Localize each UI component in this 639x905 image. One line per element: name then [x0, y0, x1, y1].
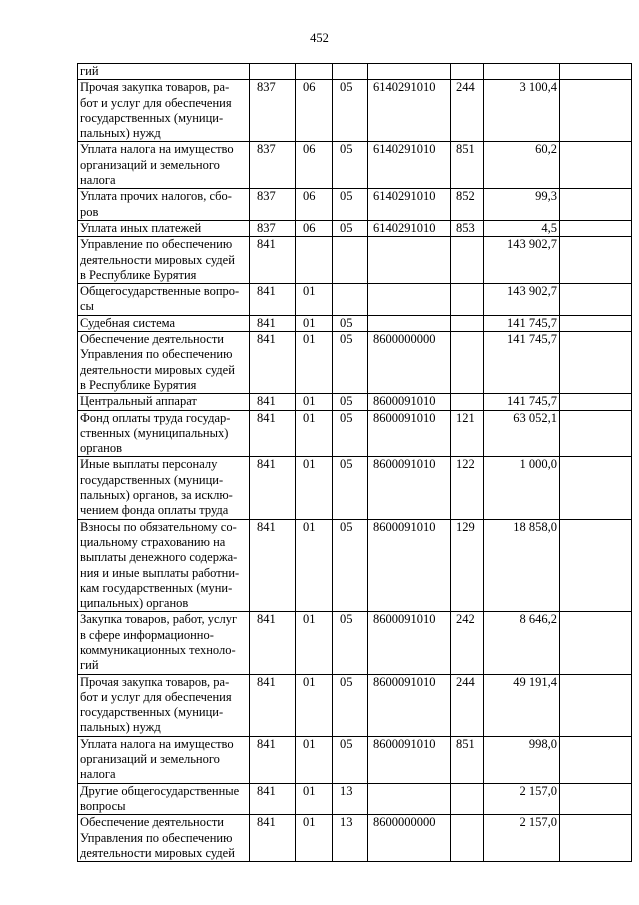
section-code-cell: 01 — [296, 394, 333, 410]
target-article-cell: 6140291010 — [368, 189, 451, 221]
row-name-cell: Уплата налога на имущество организаций и земельного налога — [78, 736, 250, 783]
expense-type-cell: 242 — [451, 612, 484, 674]
amount-cell: 2 157,0 — [484, 783, 560, 815]
target-article-cell: 8600091010 — [368, 736, 451, 783]
page-number: 452 — [310, 31, 329, 45]
subsection-code-cell: 05 — [333, 674, 368, 736]
expense-type-cell: 853 — [451, 220, 484, 236]
table-row — [78, 394, 632, 410]
table-row — [78, 519, 632, 612]
section-code-cell: 01 — [296, 519, 333, 612]
section-code-cell — [296, 237, 333, 284]
empty-cell — [560, 612, 632, 674]
target-article-cell: 8600091010 — [368, 457, 451, 519]
row-name-cell: Уплата налога на имущество организаций и земельного налога — [78, 142, 250, 189]
admin-code-cell: 837 — [250, 142, 296, 189]
table-row — [78, 410, 632, 457]
table-row — [78, 64, 632, 80]
empty-cell — [560, 674, 632, 736]
empty-cell — [560, 332, 632, 394]
expense-type-cell: 851 — [451, 736, 484, 783]
empty-cell — [560, 220, 632, 236]
target-article-cell: 6140291010 — [368, 220, 451, 236]
empty-cell — [560, 410, 632, 457]
subsection-code-cell: 05 — [333, 80, 368, 142]
target-article-cell — [368, 64, 451, 80]
row-name-cell: гий — [78, 64, 250, 80]
target-article-cell — [368, 315, 451, 331]
subsection-code-cell: 05 — [333, 142, 368, 189]
row-name-cell: Общегосударственные вопро- сы — [78, 284, 250, 316]
admin-code-cell: 837 — [250, 220, 296, 236]
admin-code-cell: 841 — [250, 519, 296, 612]
section-code-cell: 01 — [296, 332, 333, 394]
subsection-code-cell: 05 — [333, 736, 368, 783]
amount-cell: 99,3 — [484, 189, 560, 221]
admin-code-cell: 841 — [250, 815, 296, 862]
admin-code-cell: 841 — [250, 674, 296, 736]
amount-cell: 49 191,4 — [484, 674, 560, 736]
table-row — [78, 736, 632, 783]
expense-type-cell: 129 — [451, 519, 484, 612]
row-name-cell: Управление по обеспечению деятельности мировых судей в Республике Бурятия — [78, 237, 250, 284]
subsection-code-cell — [333, 237, 368, 284]
table-row — [78, 142, 632, 189]
admin-code-cell — [250, 64, 296, 80]
section-code-cell: 01 — [296, 674, 333, 736]
row-name-cell: Взносы по обязательному со- циальному страхованию на выплаты денежного содержа- ния и иные выплаты работни- кам государственных (муни- ципальных) органов — [78, 519, 250, 612]
subsection-code-cell — [333, 64, 368, 80]
target-article-cell: 8600091010 — [368, 612, 451, 674]
row-name-cell: Центральный аппарат — [78, 394, 250, 410]
section-code-cell: 06 — [296, 220, 333, 236]
target-article-cell: 8600091010 — [368, 410, 451, 457]
admin-code-cell: 837 — [250, 80, 296, 142]
row-name-cell: Обеспечение деятельности Управления по обеспечению деятельности мировых судей — [78, 815, 250, 862]
table-row — [78, 332, 632, 394]
section-code-cell: 01 — [296, 284, 333, 316]
table-row — [78, 315, 632, 331]
section-code-cell: 06 — [296, 142, 333, 189]
amount-cell: 141 745,7 — [484, 315, 560, 331]
subsection-code-cell: 05 — [333, 189, 368, 221]
amount-cell: 143 902,7 — [484, 237, 560, 284]
row-name-cell: Фонд оплаты труда государ- ственных (муниципальных) органов — [78, 410, 250, 457]
table-row — [78, 612, 632, 674]
empty-cell — [560, 284, 632, 316]
section-code-cell: 01 — [296, 783, 333, 815]
row-name-cell: Прочая закупка товаров, ра- бот и услуг для обеспечения государственных (муници- пальных) нужд — [78, 80, 250, 142]
section-code-cell: 06 — [296, 80, 333, 142]
expense-type-cell — [451, 315, 484, 331]
target-article-cell: 6140291010 — [368, 142, 451, 189]
subsection-code-cell: 13 — [333, 783, 368, 815]
amount-cell — [484, 64, 560, 80]
table-row — [78, 80, 632, 142]
subsection-code-cell: 05 — [333, 519, 368, 612]
expense-type-cell — [451, 64, 484, 80]
empty-cell — [560, 519, 632, 612]
table-row — [78, 284, 632, 316]
admin-code-cell: 841 — [250, 612, 296, 674]
section-code-cell: 01 — [296, 612, 333, 674]
subsection-code-cell: 05 — [333, 315, 368, 331]
section-code-cell: 01 — [296, 410, 333, 457]
empty-cell — [560, 80, 632, 142]
subsection-code-cell: 05 — [333, 332, 368, 394]
target-article-cell: 8600091010 — [368, 519, 451, 612]
amount-cell: 63 052,1 — [484, 410, 560, 457]
empty-cell — [560, 815, 632, 862]
empty-cell — [560, 315, 632, 331]
row-name-cell: Другие общегосударственные вопросы — [78, 783, 250, 815]
target-article-cell: 8600091010 — [368, 674, 451, 736]
subsection-code-cell: 05 — [333, 394, 368, 410]
section-code-cell: 06 — [296, 189, 333, 221]
row-name-cell: Уплата иных платежей — [78, 220, 250, 236]
admin-code-cell: 841 — [250, 457, 296, 519]
expense-type-cell — [451, 815, 484, 862]
table-row — [78, 674, 632, 736]
table-row — [78, 457, 632, 519]
empty-cell — [560, 394, 632, 410]
row-name-cell: Иные выплаты персоналу государственных (муници- пальных) органов, за исклю- чением фонда оплаты труда — [78, 457, 250, 519]
amount-cell: 141 745,7 — [484, 394, 560, 410]
row-name-cell: Обеспечение деятельности Управления по обеспечению деятельности мировых судей в Республике Бурятия — [78, 332, 250, 394]
empty-cell — [560, 142, 632, 189]
expense-type-cell: 122 — [451, 457, 484, 519]
admin-code-cell: 841 — [250, 315, 296, 331]
empty-cell — [560, 64, 632, 80]
section-code-cell — [296, 64, 333, 80]
expense-type-cell: 244 — [451, 674, 484, 736]
amount-cell: 2 157,0 — [484, 815, 560, 862]
amount-cell: 1 000,0 — [484, 457, 560, 519]
target-article-cell — [368, 237, 451, 284]
empty-cell — [560, 736, 632, 783]
row-name-cell: Уплата прочих налогов, сбо- ров — [78, 189, 250, 221]
expense-type-cell: 121 — [451, 410, 484, 457]
amount-cell: 141 745,7 — [484, 332, 560, 394]
subsection-code-cell — [333, 284, 368, 316]
target-article-cell: 8600000000 — [368, 332, 451, 394]
empty-cell — [560, 783, 632, 815]
section-code-cell: 01 — [296, 815, 333, 862]
section-code-cell: 01 — [296, 457, 333, 519]
amount-cell: 3 100,4 — [484, 80, 560, 142]
admin-code-cell: 841 — [250, 783, 296, 815]
admin-code-cell: 841 — [250, 332, 296, 394]
admin-code-cell: 841 — [250, 237, 296, 284]
amount-cell: 60,2 — [484, 142, 560, 189]
amount-cell: 18 858,0 — [484, 519, 560, 612]
amount-cell: 4,5 — [484, 220, 560, 236]
empty-cell — [560, 457, 632, 519]
amount-cell: 8 646,2 — [484, 612, 560, 674]
section-code-cell: 01 — [296, 736, 333, 783]
expense-type-cell: 244 — [451, 80, 484, 142]
expense-type-cell — [451, 284, 484, 316]
table-row — [78, 189, 632, 221]
expense-type-cell — [451, 783, 484, 815]
section-code-cell: 01 — [296, 315, 333, 331]
subsection-code-cell: 05 — [333, 457, 368, 519]
expense-type-cell: 851 — [451, 142, 484, 189]
admin-code-cell: 841 — [250, 284, 296, 316]
target-article-cell: 8600091010 — [368, 394, 451, 410]
expense-type-cell — [451, 237, 484, 284]
table-row — [78, 220, 632, 236]
row-name-cell: Закупка товаров, работ, услуг в сфере информационно- коммуникационных техноло- гий — [78, 612, 250, 674]
budget-table-body — [78, 64, 632, 862]
target-article-cell: 6140291010 — [368, 80, 451, 142]
admin-code-cell: 841 — [250, 736, 296, 783]
target-article-cell — [368, 284, 451, 316]
subsection-code-cell: 13 — [333, 815, 368, 862]
expense-type-cell — [451, 394, 484, 410]
expense-type-cell — [451, 332, 484, 394]
admin-code-cell: 841 — [250, 410, 296, 457]
table-row — [78, 237, 632, 284]
admin-code-cell: 837 — [250, 189, 296, 221]
budget-table — [77, 63, 632, 862]
table-row — [78, 815, 632, 862]
target-article-cell — [368, 783, 451, 815]
row-name-cell: Судебная система — [78, 315, 250, 331]
empty-cell — [560, 189, 632, 221]
expense-type-cell: 852 — [451, 189, 484, 221]
target-article-cell: 8600000000 — [368, 815, 451, 862]
subsection-code-cell: 05 — [333, 612, 368, 674]
empty-cell — [560, 237, 632, 284]
amount-cell: 998,0 — [484, 736, 560, 783]
admin-code-cell: 841 — [250, 394, 296, 410]
table-row — [78, 783, 632, 815]
subsection-code-cell: 05 — [333, 410, 368, 457]
subsection-code-cell: 05 — [333, 220, 368, 236]
row-name-cell: Прочая закупка товаров, ра- бот и услуг для обеспечения государственных (муници- пальных) нужд — [78, 674, 250, 736]
amount-cell: 143 902,7 — [484, 284, 560, 316]
